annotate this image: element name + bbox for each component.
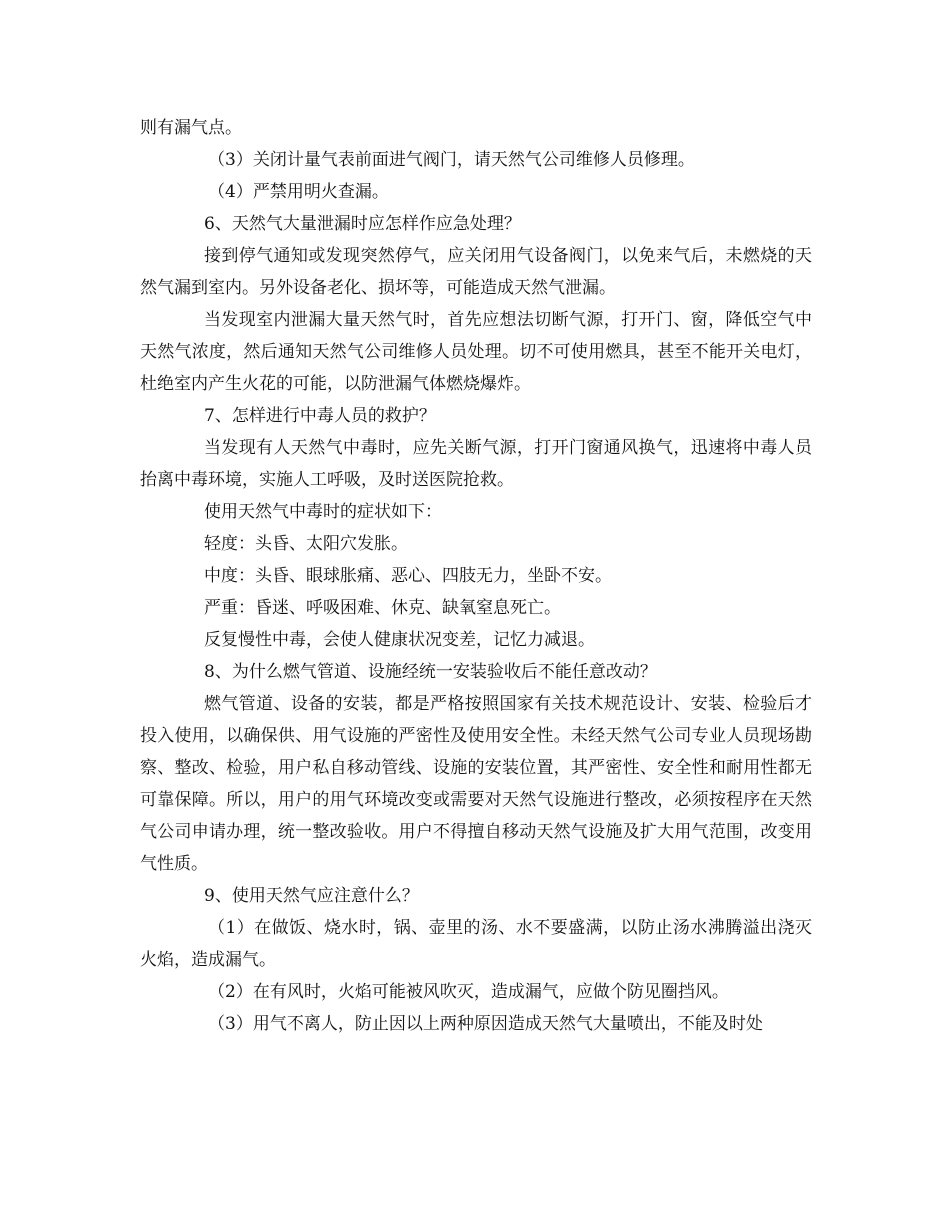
paragraph-13: 反复慢性中毒，会使人健康状况变差，记忆力减退。 [204,630,595,650]
paragraph-6: 当发现室内泄漏大量天然气时，首先应想法切断气源，打开门、窗，降低空气中天然气浓度，然后通知天然气公司维修人员处理。切不可使用燃具，甚至不能开关电灯，杜绝室内产生火花的可能，以防泄漏气体燃烧爆炸。 [140,310,812,394]
paragraph-15: 燃气管道、设备的安装，都是严格按照国家有关技术规范设计、安装、检验后才投入使用，以确保供、用气设施的严密性及使用安全性。未经天然气公司专业人员现场勘察、整改、检验，用户私自移动管线、设施的安装位置，其严密性、安全性和耐用性都无可靠保障。所以，用户的用气环境改变或需要对天然气设施进行整改，必须按程序在天然气公司申请办理，统一整改验收。用户不得擅自移动天然气设施及扩大用气范围，改变用气性质。 [140,694,812,874]
paragraph-8: 当发现有人天然气中毒时，应先关断气源，打开门窗通风换气，迅速将中毒人员抬离中毒环境，实施人工呼吸，及时送医院抢救。 [140,438,812,490]
paragraph-3: （4）严禁用明火查漏。 [208,182,389,202]
paragraph-18: （2）在有风时，火焰可能被风吹灭，造成漏气，应做个防见圈挡风。 [208,982,729,1002]
paragraph-1: 则有漏气点。 [140,118,242,138]
paragraph-17: （1）在做饭、烧水时，锅、壶里的汤、水不要盛满，以防止汤水沸腾溢出浇灭火焰，造成漏气。 [140,918,812,970]
section-heading-9: 9、使用天然气应注意什么？ [204,886,419,906]
paragraph-10: 轻度：头昏、太阳穴发胀。 [204,534,408,554]
document-body [140,112,812,1040]
paragraph-11: 中度：头昏、眼球胀痛、恶心、四肢无力，坐卧不安。 [204,566,612,586]
paragraph-19: （3）用气不离人，防止因以上两种原因造成天然气大量喷出，不能及时处 [208,1014,763,1034]
paragraph-12: 严重：昏迷、呼吸困难、休克、缺氧窒息死亡。 [204,598,561,618]
section-heading-6: 6、天然气大量泄漏时应怎样作应急处理？ [204,214,521,234]
section-heading-7: 7、怎样进行中毒人员的救护？ [204,406,436,426]
section-heading-8: 8、为什么燃气管道、设施经统一安装验收后不能任意改动？ [204,662,657,682]
paragraph-5: 接到停气通知或发现突然停气，应关闭用气设备阀门，以免来气后，未燃烧的天然气漏到室内。另外设备老化、损坏等，可能造成天然气泄漏。 [140,246,812,298]
paragraph-9: 使用天然气中毒时的症状如下： [204,502,442,522]
paragraph-2: （3）关闭计量气表前面进气阀门，请天然气公司维修人员修理。 [208,150,695,170]
